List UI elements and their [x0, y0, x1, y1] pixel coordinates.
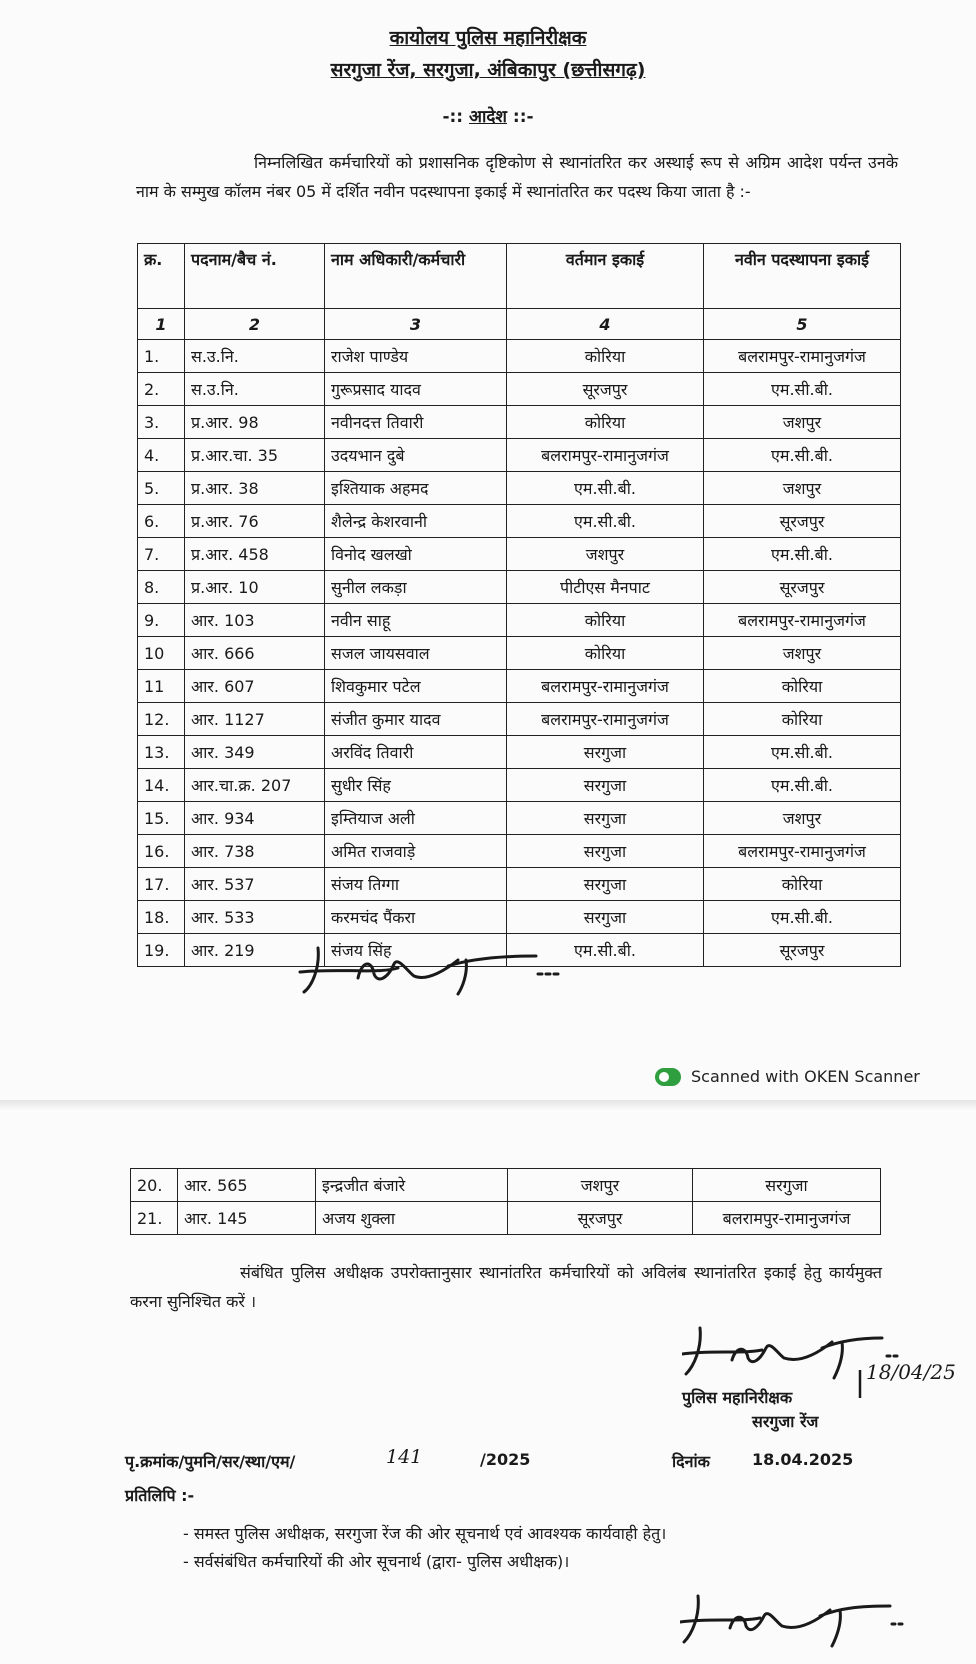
cell-post: स.उ.नि. [185, 340, 325, 373]
order-suffix: ::- [512, 107, 534, 127]
column-number: 1 [138, 309, 185, 340]
cell-serial: 20. [131, 1169, 178, 1202]
table-row [138, 505, 901, 538]
reference-year: /2025 [480, 1450, 531, 1469]
cell-name: नवीन साहू [325, 604, 507, 637]
cell-name: शिवकुमार पटेल [325, 670, 507, 703]
cell-serial: 10 [138, 637, 185, 670]
column-number-row [138, 309, 901, 340]
cell-new-unit: बलरामपुर-रामानुजगंज [693, 1202, 881, 1235]
table-row [138, 439, 901, 472]
cell-name: करमचंद पैंकरा [325, 901, 507, 934]
table-row [138, 373, 901, 406]
cell-name: अरविंद तिवारी [325, 736, 507, 769]
copy-line: - सर्वसंबंधित कर्मचारियों की ओर सूचनार्थ (द्वारा- पुलिस अधीक्षक)। [183, 1552, 570, 1571]
cell-post: प्र.आर. 76 [185, 505, 325, 538]
cell-serial: 13. [138, 736, 185, 769]
signature-date: 18/04/25 [866, 1360, 956, 1384]
copy-label: प्रतिलिपि :- [125, 1486, 195, 1505]
scanner-text: Scanned with OKEN Scanner [691, 1067, 920, 1086]
cell-name: अजय शुक्ला [316, 1202, 508, 1235]
order-heading [0, 104, 976, 127]
table-row [131, 1202, 881, 1235]
cell-post: आर. 145 [178, 1202, 316, 1235]
header-post: पदनाम/बैच नं. [185, 244, 325, 309]
cell-new-unit: सूरजपुर [704, 571, 901, 604]
cell-post: प्र.आर. 458 [185, 538, 325, 571]
closing-paragraph: संबंधित पुलिस अधीक्षक उपरोक्तानुसार स्थानांतरित कर्मचारियों को अविलंब स्थानांतरित इकाई हेतु कार्यमुक्त करना सुनिश्चित करें । [130, 1263, 882, 1311]
cell-serial: 2. [138, 373, 185, 406]
cell-post: आर. 738 [185, 835, 325, 868]
cell-serial: 18. [138, 901, 185, 934]
table-row [138, 637, 901, 670]
column-number: 4 [507, 309, 704, 340]
cell-current-unit: कोरिया [507, 637, 704, 670]
cell-serial: 16. [138, 835, 185, 868]
header-name: नाम अधिकारी/कर्मचारी [325, 244, 507, 309]
cell-post: आर. 103 [185, 604, 325, 637]
signature [680, 1590, 930, 1660]
cell-new-unit: जशपुर [704, 406, 901, 439]
cell-new-unit: एम.सी.बी. [704, 769, 901, 802]
cell-name: संजय सिंह [325, 934, 507, 967]
date-label: दिनांक [672, 1452, 710, 1471]
table-row [138, 571, 901, 604]
cell-name: अमित राजवाड़े [325, 835, 507, 868]
page-separator [0, 1100, 976, 1112]
cell-serial: 4. [138, 439, 185, 472]
cell-post: आर.चा.क्र. 207 [185, 769, 325, 802]
cell-post: आर. 1127 [185, 703, 325, 736]
cell-serial: 7. [138, 538, 185, 571]
header-sn: क्र. [138, 244, 185, 309]
office-title: कायोलय पुलिस महानिरीक्षक [389, 27, 587, 49]
cell-name: सुनील लकड़ा [325, 571, 507, 604]
header-new-unit: नवीन पदस्थापना इकाई [704, 244, 901, 309]
cell-post: प्र.आर.चा. 35 [185, 439, 325, 472]
table-body-continued [131, 1169, 881, 1235]
scanner-watermark [655, 1067, 920, 1086]
column-number: 3 [325, 309, 507, 340]
cell-serial: 9. [138, 604, 185, 637]
table-row [131, 1169, 881, 1202]
office-address: सरगुजा रेंज, सरगुजा, अंबिकापुर (छत्तीसगढ़) [330, 59, 646, 81]
intro-paragraph: निम्नलिखित कर्मचारियों को प्रशासनिक दृष्टिकोण से स्थानांतरित कर अस्थाई रूप से अग्रिम आदेश पर्यन्त उनके नाम के सम्मुख कॉलम नंबर 05 में दर्शित नवीन पदस्थापना इकाई में स्थानांतरित कर पदस्थ किया जाता है :- [136, 153, 898, 201]
cell-new-unit: बलरामपुर-रामानुजगंज [704, 835, 901, 868]
cell-current-unit: सरगुजा [507, 769, 704, 802]
cell-current-unit: एम.सी.बी. [507, 505, 704, 538]
cell-name: संजीत कुमार यादव [325, 703, 507, 736]
header-current-unit: वर्तमान इकाई [507, 244, 704, 309]
cell-new-unit: जशपुर [704, 802, 901, 835]
cell-post: आर. 349 [185, 736, 325, 769]
cell-name: इन्द्रजीत बंजारे [316, 1169, 508, 1202]
cell-name: इश्तियाक अहमद [325, 472, 507, 505]
cell-current-unit: बलरामपुर-रामानुजगंज [507, 670, 704, 703]
cell-current-unit: एम.सी.बी. [507, 934, 704, 967]
cell-serial: 11 [138, 670, 185, 703]
cell-current-unit: सरगुजा [507, 835, 704, 868]
cell-current-unit: सरगुजा [507, 901, 704, 934]
cell-current-unit: जशपुर [507, 538, 704, 571]
cell-current-unit: बलरामपुर-रामानुजगंज [507, 439, 704, 472]
table-row [138, 340, 901, 373]
cell-new-unit: एम.सी.बी. [704, 736, 901, 769]
cell-post: आर. 934 [185, 802, 325, 835]
table-row [138, 769, 901, 802]
cell-post: आर. 565 [178, 1169, 316, 1202]
scanner-logo-icon [655, 1068, 681, 1086]
table-row [138, 901, 901, 934]
cell-current-unit: सूरजपुर [507, 373, 704, 406]
cell-current-unit: एम.सी.बी. [507, 472, 704, 505]
cell-new-unit: सूरजपुर [704, 934, 901, 967]
cell-serial: 12. [138, 703, 185, 736]
signatory-range: सरगुजा रेंज [752, 1412, 819, 1431]
cell-serial: 5. [138, 472, 185, 505]
order-prefix: -:: [442, 107, 464, 127]
cell-serial: 1. [138, 340, 185, 373]
cell-current-unit: सूरजपुर [508, 1202, 693, 1235]
table-row [138, 736, 901, 769]
cell-post: आर. 666 [185, 637, 325, 670]
cell-new-unit: सूरजपुर [704, 505, 901, 538]
cell-post: स.उ.नि. [185, 373, 325, 406]
cell-name: सुधीर सिंह [325, 769, 507, 802]
cell-current-unit: कोरिया [507, 406, 704, 439]
reference-prefix: पृ.क्रमांक/पुमनि/सर/स्था/एम/ [125, 1452, 296, 1471]
transfer-table-continued [130, 1168, 881, 1235]
cell-new-unit: कोरिया [704, 670, 901, 703]
cell-new-unit: एम.सी.बी. [704, 439, 901, 472]
table-row [138, 538, 901, 571]
cell-serial: 17. [138, 868, 185, 901]
cell-serial: 3. [138, 406, 185, 439]
column-number: 5 [704, 309, 901, 340]
cell-name: राजेश पाण्डेय [325, 340, 507, 373]
table-row [138, 703, 901, 736]
table-row [138, 835, 901, 868]
table-row [138, 868, 901, 901]
signature [298, 938, 568, 1008]
copy-line: - समस्त पुलिस अधीक्षक, सरगुजा रेंज की ओर सूचनार्थ एवं आवश्यक कार्यवाही हेतु। [183, 1524, 667, 1543]
reference-number: 141 [386, 1446, 423, 1468]
cell-name: संजय तिग्गा [325, 868, 507, 901]
cell-serial: 6. [138, 505, 185, 538]
cell-serial: 15. [138, 802, 185, 835]
cell-current-unit: सरगुजा [507, 802, 704, 835]
table-row [138, 802, 901, 835]
transfer-table [137, 243, 901, 967]
cell-current-unit: पीटीएस मैनपाट [507, 571, 704, 604]
cell-post: प्र.आर. 38 [185, 472, 325, 505]
cell-post: प्र.आर. 98 [185, 406, 325, 439]
cell-serial: 8. [138, 571, 185, 604]
order-title: आदेश [469, 107, 507, 127]
cell-new-unit: एम.सी.बी. [704, 373, 901, 406]
cell-post: प्र.आर. 10 [185, 571, 325, 604]
cell-name: शैलेन्द्र केशरवानी [325, 505, 507, 538]
date-value: 18.04.2025 [752, 1450, 854, 1469]
cell-name: विनोद खलखो [325, 538, 507, 571]
cell-new-unit: सरगुजा [693, 1169, 881, 1202]
cell-name: सजल जायसवाल [325, 637, 507, 670]
table-row [138, 406, 901, 439]
cell-new-unit: जशपुर [704, 637, 901, 670]
cell-new-unit: एम.सी.बी. [704, 901, 901, 934]
cell-current-unit: सरगुजा [507, 736, 704, 769]
cell-name: नवीनदत्त तिवारी [325, 406, 507, 439]
cell-current-unit: सरगुजा [507, 868, 704, 901]
cell-post: आर. 537 [185, 868, 325, 901]
cell-current-unit: कोरिया [507, 340, 704, 373]
cell-name: गुरूप्रसाद यादव [325, 373, 507, 406]
table-header-row [138, 244, 901, 309]
cell-post: आर. 533 [185, 901, 325, 934]
cell-new-unit: जशपुर [704, 472, 901, 505]
cell-new-unit: कोरिया [704, 703, 901, 736]
cell-current-unit: जशपुर [508, 1169, 693, 1202]
cell-name: उदयभान दुबे [325, 439, 507, 472]
cell-current-unit: बलरामपुर-रामानुजगंज [507, 703, 704, 736]
cell-serial: 19. [138, 934, 185, 967]
cell-new-unit: बलरामपुर-रामानुजगंज [704, 604, 901, 637]
cell-name: इम्तियाज अली [325, 802, 507, 835]
cell-new-unit: कोरिया [704, 868, 901, 901]
signatory-designation: पुलिस महानिरीक्षक [682, 1388, 793, 1407]
cell-serial: 14. [138, 769, 185, 802]
table-row [138, 472, 901, 505]
cell-serial: 21. [131, 1202, 178, 1235]
cell-current-unit: कोरिया [507, 604, 704, 637]
cell-post: आर. 219 [185, 934, 325, 967]
table-row [138, 604, 901, 637]
table-row [138, 670, 901, 703]
cell-new-unit: एम.सी.बी. [704, 538, 901, 571]
table-body [138, 340, 901, 967]
cell-new-unit: बलरामपुर-रामानुजगंज [704, 340, 901, 373]
cell-post: आर. 607 [185, 670, 325, 703]
column-number: 2 [185, 309, 325, 340]
